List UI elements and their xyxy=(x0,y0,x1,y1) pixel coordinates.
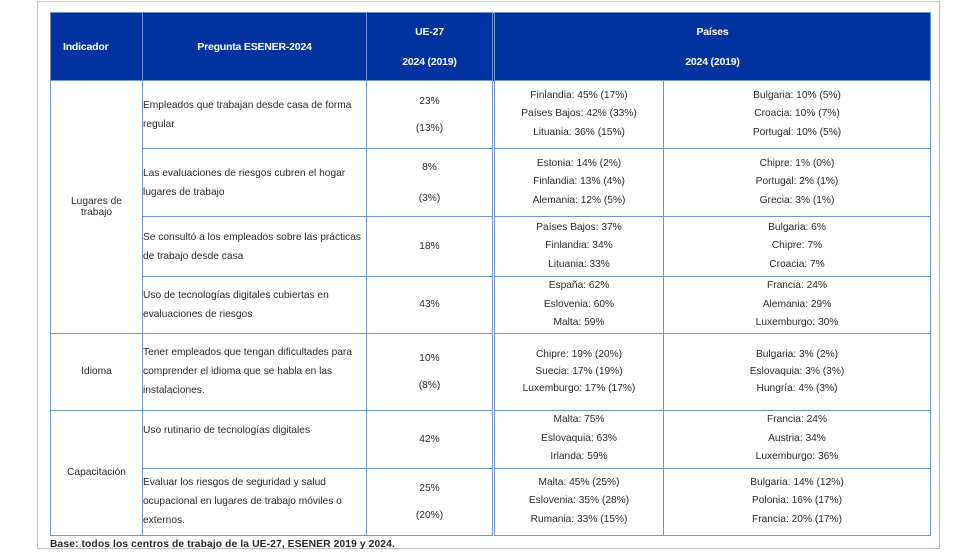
country-value: Eslovenia: 35% (28%) xyxy=(528,495,630,507)
header-paises-years: 2024 (2019) xyxy=(685,55,740,68)
ue27-2024-value: 10% xyxy=(419,352,440,364)
country-value: Bulgaria: 6% xyxy=(768,221,826,233)
country-value: Estonia: 14% (2%) xyxy=(536,157,622,169)
country-value: Chipre: 19% (20%) xyxy=(535,349,623,360)
paises-top-cell xyxy=(494,333,664,410)
country-value: Malta: 45% (25%) xyxy=(538,476,620,488)
paises-bottom-cell xyxy=(664,468,931,535)
pregunta-cell: Se consultó a los empleados sobre las prácticas de trabajo desde casa xyxy=(143,217,367,277)
country-value: Bulgaria: 3% (2%) xyxy=(755,349,839,360)
country-value: Portugal: 10% (5%) xyxy=(752,126,842,138)
country-value: Finlandia: 13% (4%) xyxy=(533,176,625,188)
country-value: Luxemburgo: 30% xyxy=(755,317,839,328)
esener-table xyxy=(50,12,931,536)
indicador-label: Lugares de trabajo xyxy=(71,195,122,218)
ue27-2019-value: (3%) xyxy=(418,192,441,204)
country-value: Alemania: 29% xyxy=(762,298,832,310)
ue27-2024-value: 25% xyxy=(419,482,440,494)
country-value: Chipre: 7% xyxy=(771,240,823,252)
indicador-capacitacion: Capacitación xyxy=(51,410,143,535)
country-value: España: 62% xyxy=(548,280,610,291)
country-value: Francia: 24% xyxy=(766,414,828,426)
table-row xyxy=(51,410,931,468)
table-row xyxy=(51,277,931,334)
country-value: Bulgaria: 10% (5%) xyxy=(753,89,841,101)
paises-top-cell xyxy=(494,468,664,535)
ue27-2024-value: 42% xyxy=(419,433,440,445)
country-value: Lituania: 33% xyxy=(548,258,610,270)
header-ue27-title: UE-27 xyxy=(415,25,444,38)
ue27-2024-value: 23% xyxy=(419,95,440,107)
ue27-cell xyxy=(367,149,494,217)
header-row xyxy=(51,13,931,81)
country-value: Eslovaquia: 63% xyxy=(541,432,617,444)
pregunta-cell: Las evaluaciones de riesgos cubren el hogar lugares de trabajo xyxy=(143,149,367,217)
paises-top-cell xyxy=(494,277,664,334)
ue27-2019-value: (8%) xyxy=(418,379,441,391)
country-value: Eslovenia: 60% xyxy=(543,298,615,310)
country-value: Austria: 34% xyxy=(768,432,826,444)
country-value: Países Bajos: 37% xyxy=(536,221,622,233)
ue27-cell xyxy=(367,468,494,535)
country-value: Rumania: 33% (15%) xyxy=(530,513,628,525)
pregunta-cell: Evaluar los riesgos de seguridad y salud ocupacional en lugares de trabajo móviles o externos. xyxy=(143,468,367,535)
paises-bottom-cell xyxy=(664,217,931,277)
country-value: Finlandia: 45% (17%) xyxy=(530,89,628,101)
country-value: Lituania: 36% (15%) xyxy=(533,126,625,138)
indicador-lugares-de-trabajo xyxy=(51,81,143,334)
paises-top-cell xyxy=(494,410,664,468)
paises-bottom-cell xyxy=(664,81,931,149)
table-row xyxy=(51,468,931,535)
table-row xyxy=(51,149,931,217)
ue27-2024-value: 43% xyxy=(419,299,440,311)
country-value: Chipre: 1% (0%) xyxy=(759,157,835,169)
indicador-idioma: Idioma xyxy=(51,333,143,410)
country-value: Países Bajos: 42% (33%) xyxy=(521,108,637,120)
country-value: Polonia: 16% (17%) xyxy=(751,495,843,507)
paises-top-cell xyxy=(494,81,664,149)
country-value: Croacia: 7% xyxy=(769,258,825,270)
paises-top-cell xyxy=(494,149,664,217)
country-value: Malta: 59% xyxy=(553,317,605,328)
header-paises xyxy=(494,13,931,81)
header-paises-title: Países xyxy=(696,25,729,38)
ue27-cell xyxy=(367,81,494,149)
table-row xyxy=(51,217,931,277)
country-value: Alemania: 12% (5%) xyxy=(532,194,626,206)
country-value: Eslovaquia: 3% (3%) xyxy=(749,366,845,377)
country-value: Bulgaria: 14% (12%) xyxy=(750,476,844,488)
country-value: Francia: 24% xyxy=(766,280,828,291)
header-ue27-years: 2024 (2019) xyxy=(402,55,457,68)
paises-bottom-cell xyxy=(664,277,931,334)
ue27-2024-value: 18% xyxy=(419,241,440,252)
pregunta-cell: Uso rutinario de tecnologías digitales xyxy=(143,410,367,468)
ue27-cell xyxy=(367,277,494,334)
country-value: Croacia: 10% (7%) xyxy=(754,108,840,120)
paises-top-cell xyxy=(494,217,664,277)
paises-bottom-cell xyxy=(664,333,931,410)
table-row xyxy=(51,333,931,410)
ue27-cell xyxy=(367,333,494,410)
country-value: Irlanda: 59% xyxy=(550,451,608,463)
country-value: Hungría: 4% (3%) xyxy=(756,383,838,394)
country-value: Finlandia: 34% xyxy=(545,240,613,252)
country-value: Grecia: 3% (1%) xyxy=(759,194,835,206)
pregunta-cell: Empleados que trabajan desde casa de forma regular xyxy=(143,81,367,149)
footnote: Base: todos los centros de trabajo de la UE-27, ESENER 2019 y 2024. xyxy=(50,539,395,550)
country-value: Luxemburgo: 36% xyxy=(755,451,839,463)
country-value: Luxemburgo: 17% (17%) xyxy=(522,383,636,394)
header-indicador: Indicador xyxy=(51,13,143,81)
ue27-cell xyxy=(367,217,494,277)
paises-bottom-cell xyxy=(664,149,931,217)
pregunta-cell: Tener empleados que tengan dificultades para comprender el idioma que se habla en las instalaciones. xyxy=(143,333,367,410)
pregunta-cell: Uso de tecnologías digitales cubiertas en evaluaciones de riesgos xyxy=(143,277,367,334)
ue27-2019-value: (20%) xyxy=(415,509,444,521)
ue27-2019-value: (13%) xyxy=(415,122,444,134)
table-row xyxy=(51,81,931,149)
ue27-cell xyxy=(367,410,494,468)
paises-bottom-cell xyxy=(664,410,931,468)
country-value: Malta: 75% xyxy=(553,414,605,426)
header-ue27 xyxy=(367,13,494,81)
header-pregunta: Pregunta ESENER-2024 xyxy=(143,13,367,81)
ue27-2024-value: 8% xyxy=(422,161,437,173)
country-value: Suecia: 17% (19%) xyxy=(535,366,623,377)
country-value: Francia: 20% (17%) xyxy=(751,513,843,525)
country-value: Portugal: 2% (1%) xyxy=(755,176,839,188)
